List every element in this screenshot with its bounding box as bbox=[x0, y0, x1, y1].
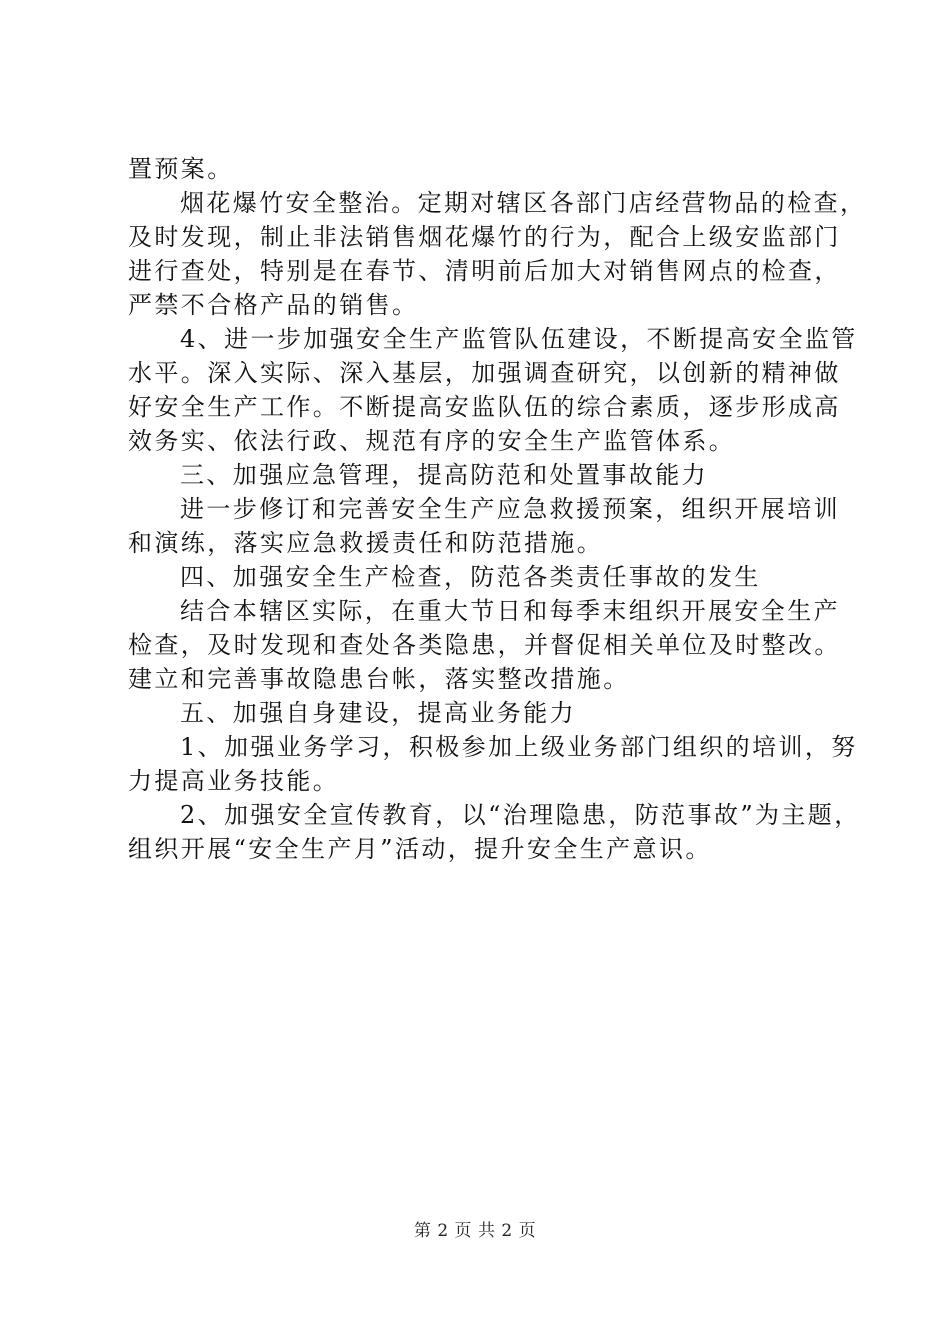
text-line: 及时发现，制止非法销售烟花爆竹的行为，配合上级安监部门 bbox=[128, 223, 841, 251]
text-line: 检查，及时发现和查处各类隐患，并督促相关单位及时整改。 bbox=[128, 631, 841, 659]
section-heading: 五、加强自身建设，提高业务能力 bbox=[180, 699, 576, 727]
section-heading: 四、加强安全生产检查，防范各类责任事故的发生 bbox=[180, 563, 761, 591]
text-line: 结合本辖区实际，在重大节日和每季末组织开展安全生产 bbox=[180, 597, 840, 625]
text-line: 建立和完善事故隐患台帐，落实整改措施。 bbox=[128, 665, 630, 693]
text-line: 4、进一步加强安全生产监管队伍建设，不断提高安全监管 bbox=[180, 325, 858, 353]
text-line: 效务实、依法行政、规范有序的安全生产监管体系。 bbox=[128, 427, 736, 455]
page-number-footer: 第 2 页 共 2 页 bbox=[413, 1221, 537, 1241]
section-heading: 三、加强应急管理，提高防范和处置事故能力 bbox=[180, 461, 708, 489]
text-line: 进一步修订和完善安全生产应急救援预案，组织开展培训 bbox=[180, 495, 840, 523]
text-line: 和演练，落实应急救援责任和防范措施。 bbox=[128, 529, 604, 557]
text-line: 组织开展“安全生产月”活动，提升安全生产意识。 bbox=[128, 835, 712, 863]
text-line: 2、加强安全宣传教育，以“治理隐患，防范事故”为主题， bbox=[180, 801, 861, 829]
text-line: 烟花爆竹安全整治。定期对辖区各部门店经营物品的检查， bbox=[180, 189, 867, 217]
text-line: 进行查处，特别是在春节、清明前后加大对销售网点的检查， bbox=[128, 257, 841, 285]
text-line: 1、加强业务学习，积极参加上级业务部门组织的培训，努 bbox=[180, 733, 858, 761]
text-line: 好安全生产工作。不断提高安监队伍的综合素质，逐步形成高 bbox=[128, 393, 841, 421]
document-body bbox=[128, 152, 867, 866]
text-line: 置预案。 bbox=[128, 155, 234, 183]
text-line: 力提高业务技能。 bbox=[128, 767, 340, 795]
text-line: 严禁不合格产品的销售。 bbox=[128, 291, 419, 319]
text-line: 水平。深入实际、深入基层，加强调查研究，以创新的精神做 bbox=[128, 359, 841, 387]
